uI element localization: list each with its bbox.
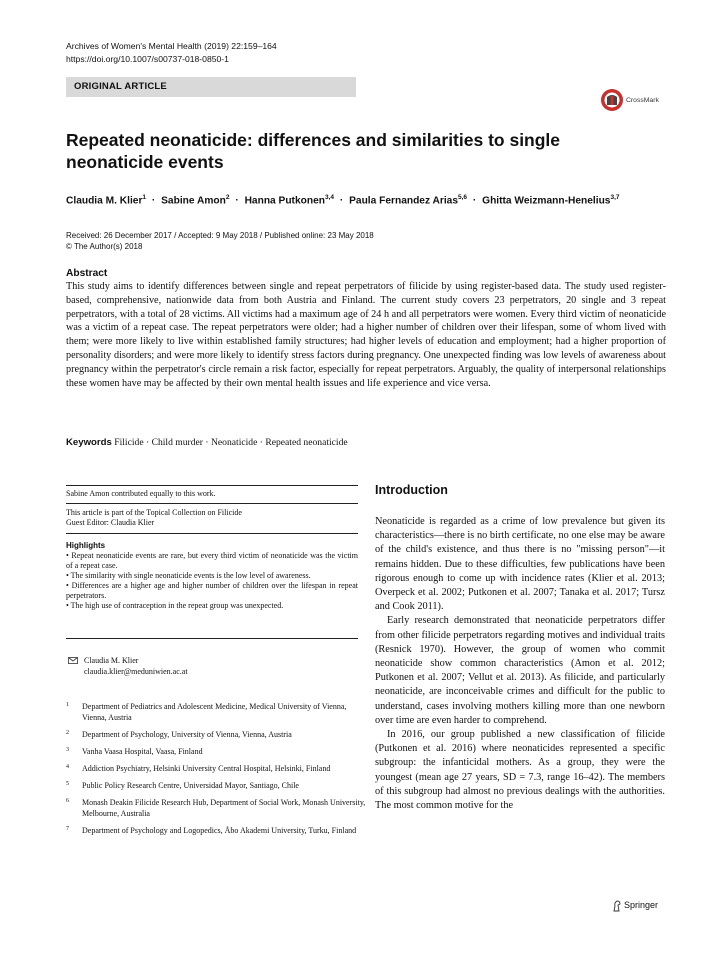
introduction-body	[375, 515, 665, 813]
publisher-name: Springer	[624, 900, 659, 910]
author-name[interactable]: Hanna Putkonen	[244, 195, 325, 207]
author-list	[66, 191, 686, 208]
affiliation-item	[66, 798, 366, 819]
affiliation-number: 1	[66, 702, 69, 708]
affiliation-number: 7	[66, 825, 69, 832]
author-name[interactable]: Sabine Amon	[161, 195, 226, 207]
collection-note	[66, 508, 358, 528]
author-separator: ·	[339, 195, 344, 207]
author-affiliation-marker: 5,6	[458, 194, 468, 201]
envelope-icon	[68, 657, 78, 664]
author-name[interactable]: Ghitta Weizmann-Henelius	[482, 195, 611, 207]
highlights-box	[66, 541, 358, 611]
body-paragraph: Neonaticide is regarded as a crime of low prevalence but given its characteristics—there is no birth certificate, no one else may be aware of the child's existence, and thus there is no "missing person"—it remains hidden. Due to these difficulties, few publications have been rigorous enough to come up with incidence rates (Klier et al. 2013; Overpeck et al. 2002; Putkonen et al. 2007; Tanaka et al. 2017; Tursz and Cook 2011).	[375, 516, 665, 613]
contribution-note: Sabine Amon contributed equally to this work.	[66, 489, 216, 498]
author-separator: ·	[235, 195, 239, 207]
publication-dates: Received: 26 December 2017 / Accepted: 9 May 2018 / Published online: 23 May 2018	[66, 231, 374, 240]
author-name[interactable]: Claudia M. Klier	[66, 195, 143, 207]
affiliation-text: Monash Deakin Filicide Research Hub, Department of Social Work, Monash University, Melbourne, Australia	[82, 798, 366, 818]
article-type-banner: ORIGINAL ARTICLE	[66, 77, 356, 97]
affiliation-item	[66, 747, 366, 758]
affiliation-item	[66, 781, 366, 792]
author-affiliation-marker: 1	[142, 194, 147, 201]
guest-editor-line: Guest Editor: Claudia Klier	[66, 518, 155, 527]
publisher-logo	[612, 899, 672, 913]
keywords-label: Keywords	[66, 437, 112, 448]
crossmark-label: CrossMark	[626, 97, 659, 104]
affiliation-item	[66, 826, 366, 837]
journal-citation: Archives of Women's Mental Health (2019) 22:159–164	[66, 41, 277, 51]
keywords-list: Filicide · Child murder · Neonaticide · Repeated neonaticide	[114, 437, 348, 448]
article-title: Repeated neonaticide: differences and similarities to single neonaticide events	[66, 130, 561, 172]
copyright-notice: © The Author(s) 2018	[66, 242, 143, 251]
corresponding-author-name: Claudia M. Klier	[84, 656, 139, 665]
author-affiliation-marker: 2	[225, 194, 230, 201]
affiliation-text: Department of Psychology and Logopedics, Åbo Akademi University, Turku, Finland	[82, 825, 357, 835]
affiliation-text: Public Policy Research Centre, Universidad Mayor, Santiago, Chile	[82, 780, 299, 790]
divider	[66, 485, 358, 486]
divider	[66, 638, 358, 639]
author-affiliation-marker: 3,7	[610, 194, 620, 201]
doi-link[interactable]: https://doi.org/10.1007/s00737-018-0850-1	[66, 54, 229, 64]
abstract-text: This study aims to identify differences between single and repeat perpetrators of filicide by using register-based data. The study used register-based, comprehensive, nationwide data from both Austria and Finland. The current study covers 23 perpetrators, 20 single and 3 repeat perpetrators, with a total of 28 victims. All victims had a maximum age of 24 h and all perpetrators were women. Every third victim of neonaticide was a victim of a repeat case. The repeat perpetrators were older; had a higher number of children over their lifespan, some of whom lived with them; were more likely to live within established family structures; had higher levels of education and employment; had a higher proportion of personality disorders; and were more likely to identify stress factors during pregnancy. One unexpected finding was low levels of awareness about pregnancy within the perpetrator's circle remain a risk factor, especially for repeat perpetrators. Arguably, the quality of interpersonal relationships these women have may be affected by their own mental health issues and life experience and vice versa.	[66, 281, 666, 389]
highlight-item: • The similarity with single neonaticide events is the low level of awareness.	[66, 571, 311, 580]
affiliation-number: 3	[66, 746, 69, 753]
highlight-item: • The high use of contraception in the repeat group was unexpected.	[66, 601, 284, 610]
abstract-heading: Abstract	[66, 268, 108, 279]
corresponding-author-email[interactable]: claudia.klier@meduniwien.ac.at	[84, 667, 188, 676]
affiliation-number: 6	[66, 798, 69, 805]
affiliation-number: 5	[66, 780, 69, 787]
affiliation-text: Department of Psychology, University of Vienna, Vienna, Austria	[82, 729, 292, 739]
divider	[66, 533, 358, 534]
affiliation-text: Department of Pediatrics and Adolescent Medicine, Medical University of Vienna, Vienna, Austria	[82, 702, 347, 722]
divider	[66, 503, 358, 504]
crossmark-icon	[600, 88, 624, 112]
affiliation-text: Vanha Vaasa Hospital, Vaasa, Finland	[82, 746, 203, 756]
collection-line: This article is part of the Topical Collection on Filicide	[66, 508, 242, 517]
affiliation-number: 4	[66, 763, 69, 770]
highlight-item: • Repeat neonaticide events are rare, but every third victim of neonaticide was the victim of a repeat case.	[66, 551, 358, 570]
keywords	[66, 436, 348, 449]
author-separator: ·	[472, 195, 477, 207]
affiliation-list	[66, 702, 366, 843]
body-paragraph: Early research demonstrated that neonaticide perpetrators differ from other filicide perpetrators regarding motives and individual traits (Resnick 1970). However, the group of women who commit neonaticide show common characteristics (Amon et al. 2012; Putkonen et al. 2007; Vellut et al. 2013). As filicide, and particularly neonaticide, are inconceivable crimes and difficult for the public to understand, cases involving mothers killing more than one newborn over time are even harder to comprehend.	[375, 615, 665, 726]
affiliation-text: Addiction Psychiatry, Helsinki University Central Hospital, Helsinki, Finland	[82, 763, 331, 773]
body-paragraph: In 2016, our group published a new classification of filicide (Putkonen et al. 2016) where neonaticides represented a specific subgroup: the infanticidal mothers. As a group, they were the youngest (mean age 27 years, SD = 7.3, range 16–42). The members of this subgroup had almost no previous dealings with the authorities. The most common motive for the	[375, 729, 665, 812]
affiliation-number: 2	[66, 729, 69, 736]
springer-horse-icon	[612, 900, 622, 912]
highlights-heading: Highlights	[66, 541, 106, 550]
affiliation-item	[66, 702, 366, 723]
introduction-heading: Introduction	[375, 483, 448, 497]
affiliation-item	[66, 764, 366, 775]
affiliation-item	[66, 730, 366, 741]
highlight-item: • Differences are a higher age and higher number of children over the lifespan in repeat perpetrators.	[66, 581, 358, 600]
highlights-list	[66, 551, 358, 611]
author-affiliation-marker: 3,4	[324, 194, 335, 201]
author-separator: ·	[151, 195, 156, 207]
crossmark-badge[interactable]	[600, 88, 670, 112]
author-name[interactable]: Paula Fernandez Arias	[349, 195, 459, 207]
